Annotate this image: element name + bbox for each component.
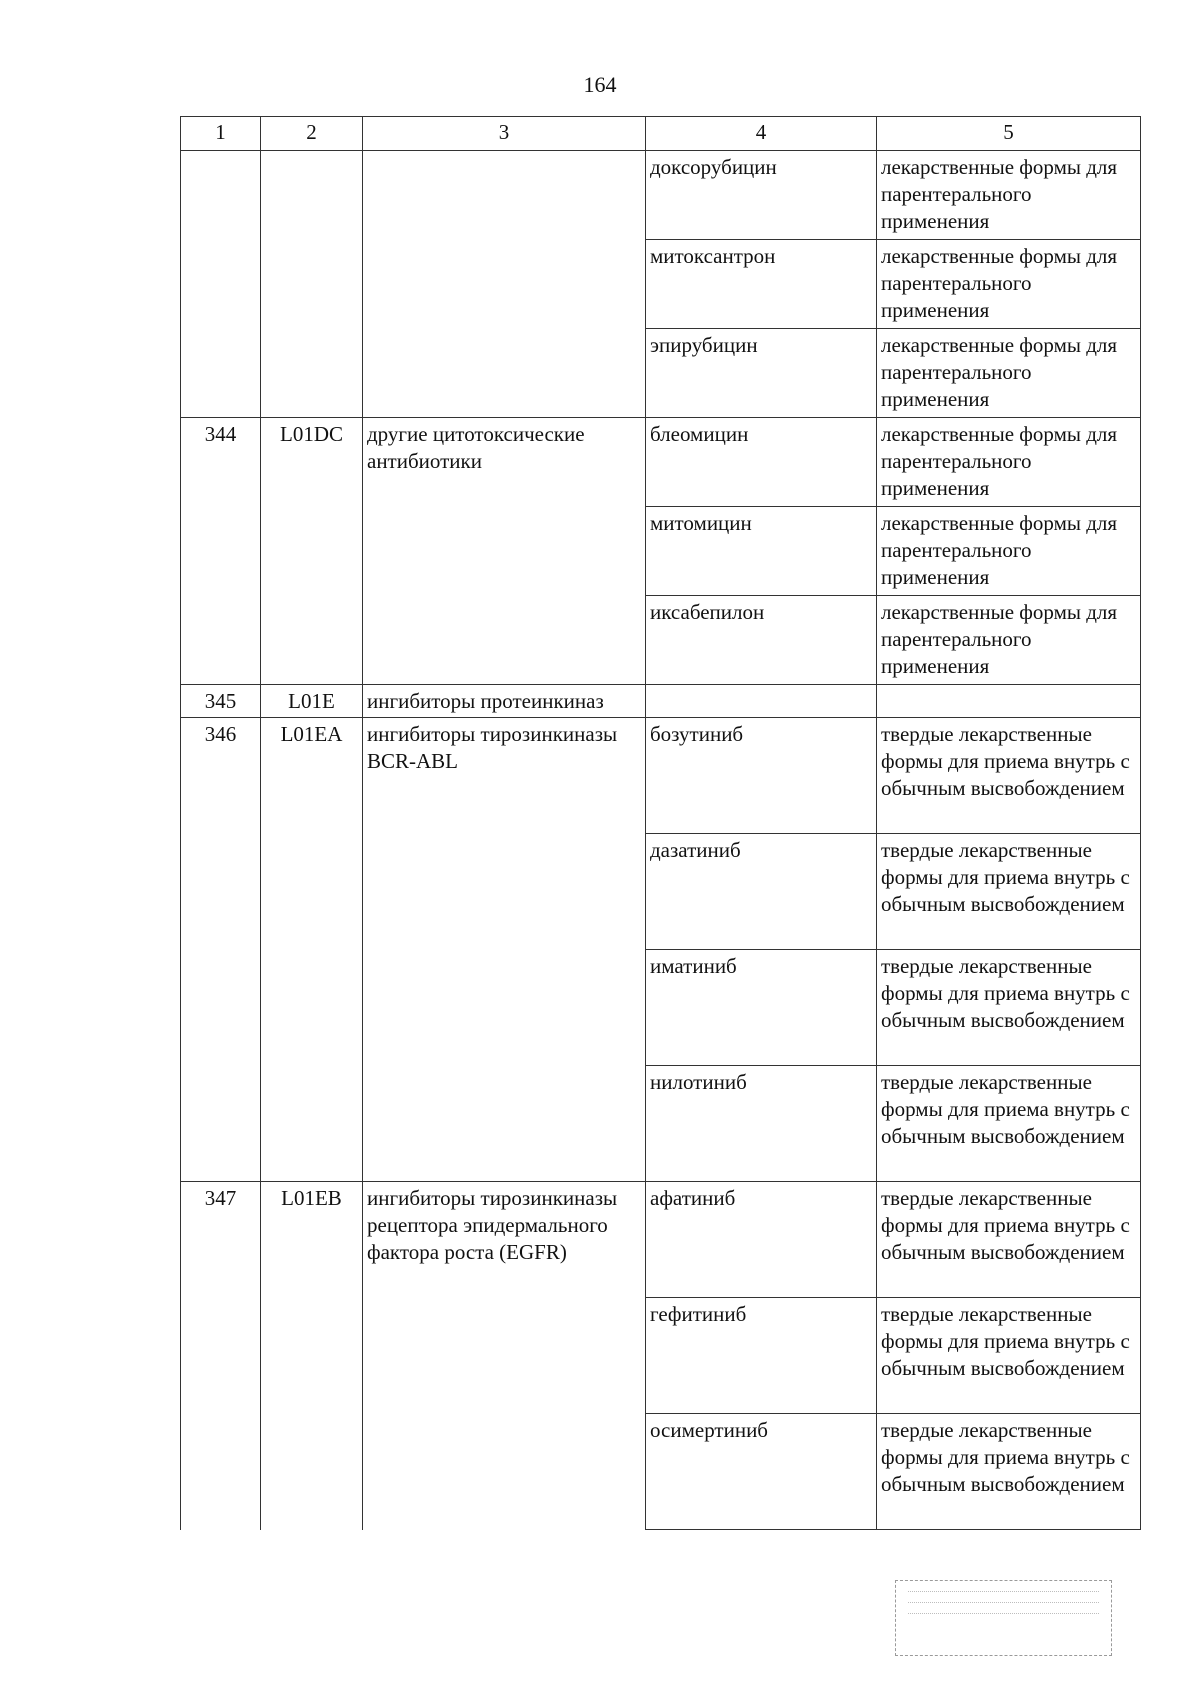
header-cell: 5 <box>877 117 1141 151</box>
drug-name-cell: иксабепилон <box>646 596 877 685</box>
drug-name-cell: эпирубицин <box>646 329 877 418</box>
table-row <box>181 685 1141 718</box>
faint-stamp-mark <box>895 1580 1112 1656</box>
group-cell: ингибиторы протеинкиназ <box>363 685 646 718</box>
header-row <box>181 117 1141 151</box>
table-row <box>181 418 1141 507</box>
dosage-form-cell: лекарственные формы для парентерального применения <box>877 329 1141 418</box>
drug-name-cell: нилотиниб <box>646 1066 877 1182</box>
dosage-form-cell: лекарственные формы для парентерального применения <box>877 596 1141 685</box>
drug-name-cell: афатиниб <box>646 1182 877 1298</box>
number-cell: 347 <box>181 1182 261 1530</box>
drug-name-cell: дазатиниб <box>646 834 877 950</box>
dosage-form-cell <box>877 685 1141 718</box>
header-cell: 3 <box>363 117 646 151</box>
drug-name-cell: иматиниб <box>646 950 877 1066</box>
atc-code-cell <box>261 151 363 418</box>
page-number: 164 <box>583 72 617 97</box>
drug-name-cell: бозутиниб <box>646 718 877 834</box>
header-cell: 2 <box>261 117 363 151</box>
drug-name-cell: блеомицин <box>646 418 877 507</box>
group-cell: ингибиторы тирозинкиназы BCR-ABL <box>363 718 646 1182</box>
group-cell: ингибиторы тирозинкиназы рецептора эпидермального фактора роста (EGFR) <box>363 1182 646 1530</box>
group-cell: другие цитотоксические антибиотики <box>363 418 646 685</box>
dosage-form-cell: лекарственные формы для парентерального применения <box>877 418 1141 507</box>
dosage-form-cell: твердые лекарственные формы для приема внутрь с обычным высвобождением <box>877 1414 1141 1530</box>
drug-name-cell: гефитиниб <box>646 1298 877 1414</box>
table-row <box>181 718 1141 834</box>
number-cell: 345 <box>181 685 261 718</box>
drug-name-cell: митоксантрон <box>646 240 877 329</box>
atc-code-cell: L01DC <box>261 418 363 685</box>
header-cell: 4 <box>646 117 877 151</box>
dosage-form-cell: твердые лекарственные формы для приема внутрь с обычным высвобождением <box>877 1066 1141 1182</box>
dosage-form-cell: твердые лекарственные формы для приема внутрь с обычным высвобождением <box>877 834 1141 950</box>
header-cell: 1 <box>181 117 261 151</box>
dosage-form-cell: твердые лекарственные формы для приема внутрь с обычным высвобождением <box>877 718 1141 834</box>
dosage-form-cell: лекарственные формы для парентерального применения <box>877 507 1141 596</box>
table-row <box>181 151 1141 240</box>
atc-code-cell: L01E <box>261 685 363 718</box>
dosage-form-cell: твердые лекарственные формы для приема внутрь с обычным высвобождением <box>877 1182 1141 1298</box>
number-cell: 346 <box>181 718 261 1182</box>
dosage-form-cell: твердые лекарственные формы для приема внутрь с обычным высвобождением <box>877 950 1141 1066</box>
dosage-form-cell: твердые лекарственные формы для приема внутрь с обычным высвобождением <box>877 1298 1141 1414</box>
drug-list-table <box>180 116 1141 1530</box>
atc-code-cell: L01EA <box>261 718 363 1182</box>
atc-code-cell: L01EB <box>261 1182 363 1530</box>
number-cell: 344 <box>181 418 261 685</box>
drug-name-cell: митомицин <box>646 507 877 596</box>
drug-name-cell <box>646 685 877 718</box>
dosage-form-cell: лекарственные формы для парентерального применения <box>877 151 1141 240</box>
drug-name-cell: осимертиниб <box>646 1414 877 1530</box>
group-cell <box>363 151 646 418</box>
drug-name-cell: доксорубицин <box>646 151 877 240</box>
table-row <box>181 1182 1141 1298</box>
dosage-form-cell: лекарственные формы для парентерального применения <box>877 240 1141 329</box>
number-cell <box>181 151 261 418</box>
